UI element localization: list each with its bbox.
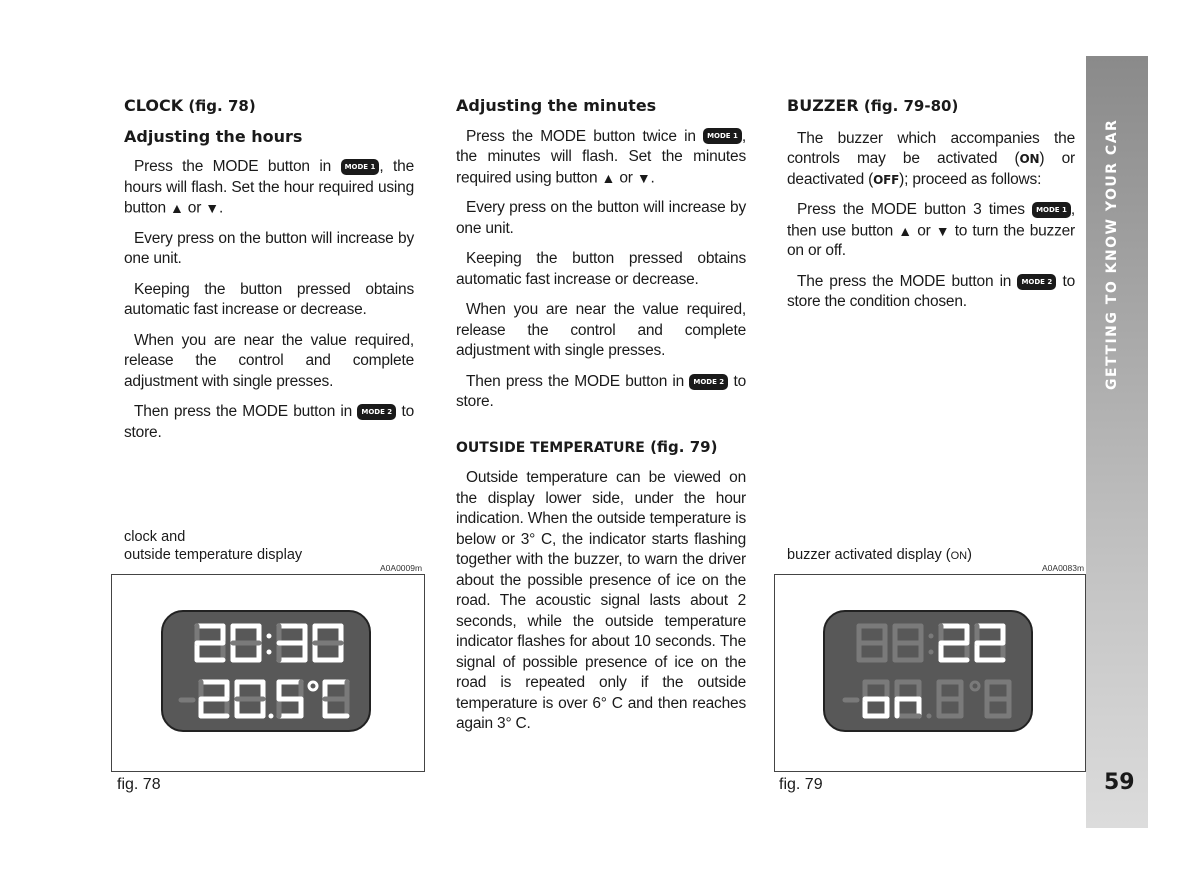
paragraph: Every press on the button will increase by one unit. bbox=[124, 229, 414, 268]
figure-79-display bbox=[823, 610, 1033, 732]
down-arrow-icon: ▼ bbox=[935, 222, 950, 239]
segment-dot bbox=[929, 650, 934, 655]
text: . bbox=[650, 168, 655, 186]
caption-text: buzzer activated display ( bbox=[787, 547, 951, 563]
paragraph bbox=[787, 129, 1075, 191]
text: Press the MODE button 3 times bbox=[797, 201, 1025, 218]
column-buzzer bbox=[787, 96, 1075, 323]
subheading-hours: Adjusting the hours bbox=[124, 126, 303, 146]
figure-79-caption bbox=[787, 546, 972, 565]
text: , the hours will flash. Set the hour required using button bbox=[124, 158, 414, 217]
down-arrow-icon: ▼ bbox=[636, 169, 651, 186]
paragraph bbox=[456, 127, 746, 189]
paragraph bbox=[124, 402, 414, 443]
paragraph bbox=[124, 157, 414, 219]
caption-line: outside temperature display bbox=[124, 547, 303, 563]
text: Then press the MODE button in bbox=[134, 403, 353, 421]
paragraph: When you are near the value required, release the control and complete adjustment with single presses. bbox=[456, 301, 746, 360]
figure-79-label: fig. 79 bbox=[779, 776, 823, 793]
up-arrow-icon: ▲ bbox=[601, 169, 616, 186]
mode-1-button-icon: MODE 1 bbox=[703, 128, 742, 144]
text: or bbox=[917, 221, 931, 239]
degree-symbol bbox=[971, 682, 979, 690]
figure-79-code: A0A0083m bbox=[1042, 563, 1085, 573]
caption-text: ) bbox=[967, 547, 972, 563]
text: or bbox=[619, 168, 633, 186]
column-minutes bbox=[456, 96, 746, 745]
paragraph bbox=[787, 200, 1075, 262]
degree-symbol bbox=[309, 682, 317, 690]
segment-dot bbox=[267, 634, 272, 639]
section-heading-clock bbox=[124, 96, 414, 117]
column-clock bbox=[124, 96, 414, 453]
text: to store the condition chosen. bbox=[787, 272, 1075, 311]
text: The buzzer which accompanies the controls may be activated ( bbox=[787, 129, 1075, 167]
text: , the minutes will flash. Set the minutes required using button bbox=[456, 127, 747, 186]
text: The press the MODE button in bbox=[797, 272, 1012, 290]
heading-text: OUTSIDE TEMPERATURE bbox=[456, 439, 645, 456]
heading-figref: (fig. 79) bbox=[644, 437, 718, 456]
page-number: 59 bbox=[1104, 770, 1135, 795]
chapter-title: GETTING TO KNOW YOUR CAR bbox=[1104, 118, 1120, 390]
heading-text: BUZZER bbox=[787, 96, 859, 115]
down-arrow-icon: ▼ bbox=[205, 200, 219, 216]
figure-78-code: A0A0009m bbox=[380, 563, 423, 573]
heading-text: CLOCK bbox=[124, 96, 184, 115]
subheading-minutes: Adjusting the minutes bbox=[456, 96, 657, 115]
figure-78-label: fig. 78 bbox=[117, 776, 161, 793]
heading-figref: (fig. 78) bbox=[183, 97, 256, 115]
paragraph: When you are near the value required, release the control and complete adjustment with single presses. bbox=[124, 331, 414, 390]
paragraph: Keeping the button pressed obtains automatic fast increase or decrease. bbox=[456, 250, 746, 288]
section-heading-buzzer bbox=[787, 96, 1075, 117]
buzzer-display-segments bbox=[825, 612, 1031, 730]
section-heading-outside-temperature bbox=[456, 437, 746, 459]
text: ) or deactivated ( bbox=[787, 150, 1075, 188]
text: to turn the buzzer on or off. bbox=[787, 221, 1076, 260]
paragraph bbox=[456, 372, 746, 413]
figure-78-display bbox=[161, 610, 371, 732]
paragraph: Outside temperature can be viewed on the display lower side, under the hour indication. When the outside temperature is below or 3° C, the indicator starts flashing together with the buzzer, to warn the driver about the possible presence of ice on the road. The acoustic signal lasts about 2 seconds, while the outside temperature indicator flashes for about 10 seconds. The signal of possible presence of ice on the road is repeated only if the outside temperature is over 6° C and then reaches again 3° C. bbox=[456, 469, 746, 733]
up-arrow-icon: ▲ bbox=[170, 200, 184, 216]
segment-dot bbox=[927, 714, 932, 719]
segment-dot bbox=[929, 634, 934, 639]
mode-2-button-icon: MODE 2 bbox=[689, 374, 728, 390]
text: Then press the MODE button in bbox=[466, 372, 685, 390]
up-arrow-icon: ▲ bbox=[898, 222, 912, 239]
segment-dot bbox=[269, 714, 274, 719]
caption-line: clock and bbox=[124, 529, 186, 545]
heading-figref: (fig. 79-80) bbox=[858, 97, 959, 115]
clock-display-segments bbox=[163, 612, 369, 730]
mode-1-button-icon: MODE 1 bbox=[341, 159, 380, 175]
on-label: ON bbox=[950, 550, 968, 562]
text: to store. bbox=[124, 403, 415, 441]
text: . bbox=[218, 199, 224, 217]
text: Press the MODE button twice in bbox=[466, 127, 696, 145]
text: to store. bbox=[456, 372, 747, 411]
paragraph bbox=[787, 272, 1075, 313]
off-label: OFF bbox=[873, 172, 900, 187]
text: , then use button bbox=[787, 201, 1075, 239]
segment-dot bbox=[267, 650, 272, 655]
text: Press the MODE button in bbox=[134, 158, 332, 175]
mode-2-button-icon: MODE 2 bbox=[1017, 274, 1056, 290]
on-label: ON bbox=[1019, 152, 1040, 166]
figure-78-caption bbox=[124, 528, 302, 564]
text: or bbox=[187, 199, 202, 217]
mode-1-button-icon: MODE 1 bbox=[1032, 202, 1071, 218]
paragraph: Every press on the button will increase by one unit. bbox=[456, 199, 746, 237]
paragraph: Keeping the button pressed obtains automatic fast increase or decrease. bbox=[124, 280, 414, 319]
text: ); proceed as follows: bbox=[899, 170, 1042, 188]
mode-2-button-icon: MODE 2 bbox=[357, 404, 396, 420]
